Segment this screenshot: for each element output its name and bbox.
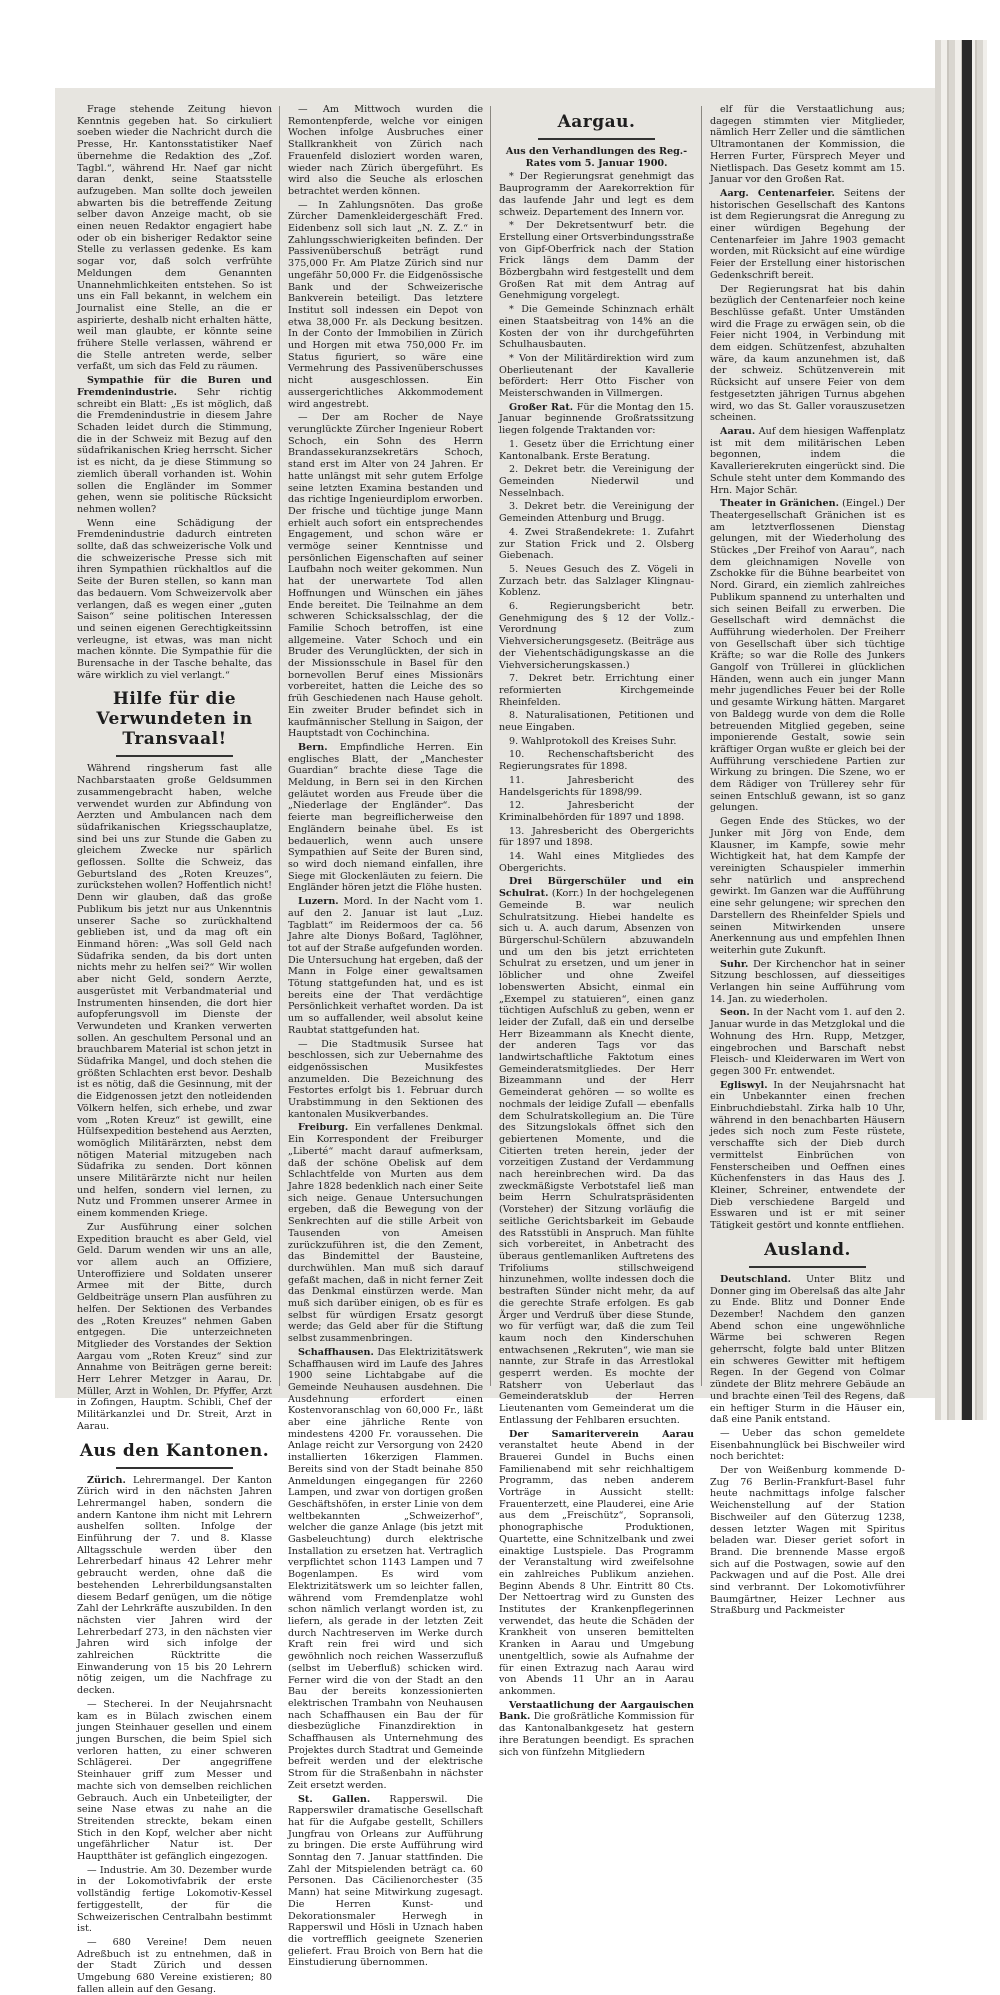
article-paragraph: Während ringsherum fast alle Nachbarstaaten große Geldsummen zusammengebracht haben, welche verwendet wurden zur Abfindung von Aerzten und Ambulancen nach dem südafrikanischen Kriegsschauplatze, sind bei uns zur Stunde die Gaben zu gleichem Zwecke nur spärlich geflossen. Sollte die Schweiz, das Geburtsland des „Roten Kreuzes“, zurückstehen wollen? Hoffentlich nicht! Denn wir glauben, daß das große Publikum bis jetzt nur aus Unkenntnis unserer Sache so zurückhaltend geblieben ist, und da mag oft ein Einmand hören: „Was soll Geld nach Südafrika senden, da bis dort unten nichts mehr zu helfen sei?“ Wir wollen aber nicht Geld, sondern Aerzte, ausgerüstet mit Verbandmaterial und Instrumenten hinsenden, die dort hier aufopferungsvoll im Dienste der Verwundeten und Kranken verwerten sollen. An geschultem Personal und an brauchbarem Material ist schon jetzt in Südafrika Mangel, und doch stehen die größten Schlachten erst bevor. Deshalb ist es nötig, daß die Gesinnung, mit der die Eidgenossen jetzt den notleidenden Völkern helfen, sich erhebe, und zwar vom „Roten Kreuz“ ist gewillt, eine Hülfsexpedition bestehend aus Aerzten, womöglich Militärärzten, nebst dem nötigen Material mitzugeben nach Südafrika zu senden. Dort können unsere Militärärzte nicht nur heilen und helfen, sondern viel lernen, zu Nutz und Frommen unserer Armee in einem kommenden Kriege. (77, 763, 272, 1220)
column-rule (279, 106, 280, 1386)
article-text: Die großrätliche Kommission für das Kantonalbankgesetz hat gestern ihre Beratungen beendigt. Es sprachen sich von fünfzehn Mitgliedern (499, 1711, 694, 1758)
article-keyword: Schaffhausen. (298, 1346, 374, 1358)
article-keyword: Drei Bürgerschüler und ein Schulrat. (499, 876, 694, 900)
article-paragraph: — In Zahlungsnöten. Das große Zürcher Damenkleidergeschäft Fred. Eidenbenz soll sich laut „N. Z. Z.“ in Zahlungsschwierigkeiten befinden. Der Passivenüberschuß beträgt rund 375,000 Fr. Am Platze Zürich sind nur ungefähr 50,000 Fr. die Eidgenössische Bank und der Schweizerische Bankverein beteiligt. Das letztere Institut soll indessen ein Depot von etwa 38,000 Fr. als Deckung besitzen. In der Conto der Immobilien in Zürich und Horgen mit etwa 750,000 Fr. im Status figuriert, so wäre eine Vermehrung des Passivenüberschusses nicht ausgeschlossen. Ein aussergerichtliches Akkommodement wird angestrebt. (288, 199, 483, 410)
article-paragraph (499, 402, 694, 437)
agenda-item: 6. Regierungsbericht betr. Genehmigung des § 12 der Vollz.-Verordnung zum Viehversicherungsgesetz. (Beiträge aus der Viehentschädigungskasse an die Viehversicherungskassen.) (499, 601, 694, 671)
column-4 (710, 104, 905, 1617)
article-paragraph (499, 876, 694, 1426)
article-keyword: Seon. (720, 1007, 750, 1019)
article-text: veranstaltet heute Abend in der Brauerei Gundel in Buchs einen Familienabend mit sehr reichhaltigem Programm, das neben anderem Vorträge in Aussicht stellt: Frauenterzett, eine Plauderei, eine Arie aus dem „Freischütz“, Sopransoli, phonographische Produktionen, Quartette, eine Schnitzelbank und zwei einaktige Lustspiele. Das Programm der Veranstaltung wird zweifelsohne ein zahlreiches Publikum anziehen. Beginn Abends 8 Uhr. Eintritt 80 Cts. Der Nettoertrag wird zu Gunsten des Institutes der Krankenpflegerinnen verwendet, das heute die Schäden der Krankheit von unseren bemittelten Kranken in Aarau und Umgebung unentgeltlich, sowie als Aufnahme der für einen Extrazug nach Aarau wird von Abends 11 Uhr an in Aarau ankommen. (499, 1440, 694, 1697)
article-paragraph: — Stecherei. In der Neujahrsnacht kam es in Bülach zwischen einem jungen Steinhauer gesellen und einem jungen Burschen, die beim Spiel sich verloren hatten, zu einer schweren Schlägerei. Der angegriffene Steinhauer griff zum Messer und machte sich von demselben reichlichen Gebrauch. Auch ein Unbeteiligter, der seine Nase etwas zu nahe an die Streitenden streckte, bekam einen Stich in den Kopf, welcher aber nicht ungefährlicher Natur ist. Der Hauptthäter ist gefänglich eingezogen. (77, 1698, 272, 1863)
article-text: (Korr.) In der hochgelegenen Gemeinde B. war neulich Schulratsitzung. Hiebei handelte es sich u. A. auch darum, Absenzen von Bürgerschul-Schülern abzuwandeln und um den bis jetzt errichteten Schulrat zu ersetzen, und um jener in löblicher und ohne Zweifel lobenswerten Absicht, einmal ein „Exempel zu statuieren“, einen ganz tüchtigen Aufschluß zu geben, wenn er leider der Zufall, daß ein und derselbe Herr Bizeammann als Knecht diente, der anderen Tags vor das landwirtschaftliche Faktotum eines Gemeinderatsmitgliedes. Der Herr Bizeammann und der Herr Gemeinderat gehören — so wollte es nochmals der leidige Zufall — ebenfalls dem Schulratskollegium an. Die Türe des Sitzungslokals öffnet sich den gebiertenen Momente, und die Citierten treten herein, jeder der vorzeitigen Zustand der Verdammung nach hereinbrechen wird. Da das zweckmäßigste Verbotstafel ließ man beim Herrn Schulratspräsidenten (Vorsteher) der Sitzung vorläufig die seitliche Gerichtsbarkeit im Gebaude des Ratsstübli in Anspruch. Man fühlte sich vorbereitet, in Anbetracht des überaus gentlemanliken Auftretens des Trifoliums stillschweigend hinzunehmen, wollte indessen doch die bestraften Sünder nicht mehr, da auf die gerechte Strafe erfolgen. Es gab Ärger und Verdruß über diese Stunde, wo für verfügt war, daß die zum Teil kaum noch den Kinderschuhen entwachsenen „Rekruten“, wie man sie nannte, zur Strafe in das Arrestlokal gesperrt werden. Es mochte der Ratsherr von Ueberlaut das Gemeinderatsklub der Herren Lieutenanten vom Gemeinderat um die Entlassung der Fehlbaren ersuchten. (499, 888, 694, 1426)
article-keyword: Großer Rat. (509, 401, 574, 413)
article-keyword: Sympathie für die Buren und Fremdenindustrie. (77, 375, 272, 398)
article-paragraph: — Industrie. Am 30. Dezember wurde in der Lokomotivfabrik der erste vollständig fertige Lokomotiv-Kessel fertiggestellt, der für die Schweizerischen Centralbahn bestimmt ist. (77, 1864, 272, 1935)
article-paragraph: — Der am Rocher de Naye verunglückte Zürcher Ingenieur Robert Schoch, ein Sohn des Herrn Brandassekuranzsekretärs Schoch, stand erst im Alter von 24 Jahren. Er hatte unlängst mit sehr gutem Erfolge seine letzten Examina bestanden und das richtige Ingenieurdiplom erworben. Der frische und tüchtige junge Mann erhielt auch sofort ein entsprechendes Engagement, und schon wäre er vermöge seiner Kenntnisse und persönlichen Eigenschaften auf seiner Laufbahn noch weiter gekommen. Nun hat der unerwartete Tod allen Hoffnungen und Wünschen ein jähes Ende bereitet. Die Teilnahme an dem schweren Schicksalsschlag, der die Familie Schoch betroffen, ist eine allgemeine. Vater Schoch und ein Bruder des Verunglückten, der sich in der Missionsschule in Basel für den bornevollen Beruf eines Missionärs vorbereitet, hatten die Leiche des so früh Geschiedenen nach Hause geholt. Ein zweiter Bruder befindet sich in kaufmännischer Stellung in Saigon, der Hauptstadt von Cochinchina. (288, 412, 483, 740)
article-text: Ein verfallenes Denkmal. Ein Korrespondent der Freiburger „Liberté“ macht darauf aufmerksam, daß der schöne Obelisk auf dem Schlachtfelde von Murten aus dem Jahre 1828 bedenklich nach einer Seite sich neige. Genaue Untersuchungen ergeben, daß die Bewegung von der Senkrechten auf die stille Arbeit von Tausenden von Ameisen zurückzuführen ist, die den Zement, das Bindemittel der Bausteine, durchwühlen. Man muß sich darauf gefaßt machen, daß in nicht ferner Zeit das Denkmal einstürzen werde. Man muß sich darüber einigen, ob es für es selbst für würdigen Ersatz gesorgt werde; das Geld aber für die Stiftung selbst zusammenbringen. (288, 1122, 483, 1345)
article-paragraph: Frage stehende Zeitung hievon Kenntnis gegeben hat. So cirkuliert soeben wieder die Nachricht durch die Presse, Hr. Kantonsstatistiker Naef übernehme die Redaktion des „Zof. Tagbl.“, während Hr. Naef gar nicht daran denkt, seine Staatsstelle aufzugeben. Man sollte doch jeweilen abwarten bis die betreffende Zeitung selber davon Anzeige macht, ob sie einen neuen Redaktor engagiert habe oder ob ein bisheriger Redaktor seine Stelle zu verlassen gedenke. Es kam sogar vor, daß solch verfrühte Meldungen dem Genannten Unannehmlichkeiten entstehen. So ist uns ein Fall bekannt, in welchem ein Journalist eine Stelle, an die er aspirierte, deshalb nicht erhalten hätte, weil man glaubte, er könnte seine frühere Stelle verlassen, während er die Stelle antreten werde, selber verfaßt, um sich das Feld zu räumen. (77, 104, 272, 373)
column-rule (701, 106, 702, 1386)
article-paragraph: elf für die Verstaatlichung aus; dagegen stimmten vier Mitglieder, nämlich Herr Zeller und die sämtlichen Ultramontanen der Kommission, die Herren Furter, Fürsprech Meyer und Nietlispach. Das Gesetz kommt am 15. Januar vor den Großen Rat. (710, 104, 905, 186)
agenda-item: 1. Gesetz über die Errichtung einer Kantonalbank. Erste Beratung. (499, 438, 694, 462)
page-edge-shadow (935, 40, 987, 1420)
article-paragraph: * Von der Militärdirektion wird zum Oberlieutenant der Kavallerie befördert: Herr Otto Fischer von Meisterschwanden in Villmergen. (499, 352, 694, 400)
agenda-item: 14. Wahl eines Mitgliedes des Obergerichts. (499, 851, 694, 874)
article-keyword: St. Gallen. (298, 1793, 371, 1805)
article-paragraph: * Der Dekretsentwurf betr. die Erstellung einer Ortsverbindungsstraße von Gipf-Oberfrick nach der Station Frick längs dem Damm der Bözbergbahn wird festgestellt und dem Großen Rat mit dem Antrag auf Genehmigung vorgelegt. (499, 220, 695, 302)
article-paragraph: — Am Mittwoch wurden die Remontenpferde, welche vor einigen Wochen infolge Ausbruches einer Stallkrankheit von Zürich nach Frauenfeld disloziert worden waren, wieder nach Zürich übergeführt. Es wird also die Seuche als erloschen betrachtet werden können. (288, 104, 483, 197)
article-keyword: Aarau. (720, 425, 756, 437)
section-heading: Aargau. (557, 112, 636, 132)
article-keyword: Deutschland. (720, 1273, 791, 1285)
agenda-item: 13. Jahresbericht des Obergerichts für 1897 und 1898. (499, 825, 694, 849)
agenda-item: 12. Jahresbericht der Kriminalbehörden für 1897 und 1898. (499, 800, 694, 823)
article-paragraph (499, 1700, 694, 1759)
article-paragraph (710, 1080, 905, 1232)
article-paragraph (710, 426, 905, 496)
column-2 (288, 104, 483, 1969)
article-text: Rapperswil. Die Rapperswiler dramatische Gesellschaft hat für die Aufgabe gestellt, Schillers Jungfrau von Orleans zur Aufführung zu bringen. Die erste Aufführung wird Sonntag den 7. Januar stattfinden. Die Zahl der Mitspielenden beträgt ca. 60 Personen. Das Cäcilienorchester (35 Mann) hat seine Mitwirkung zugesagt. Die Herren Kunst- und Dekorationsmaler Herwegh in Rapperswil und Hösli in Uznach haben die vortrefflich geeignete Szenerien geliefert. Frau Broich von Bern hat die Einstudierung übernommen. (288, 1793, 483, 1969)
article-paragraph: * Der Regierungsrat genehmigt das Bauprogramm der Aarekorrektion für das laufende Jahr und legt es dem schweiz. Departement des Innern vor. (499, 171, 694, 218)
column-rule (490, 106, 491, 1386)
agenda-item: 2. Dekret betr. die Vereinigung der Gemeinden Niederwil und Nesselnbach. (499, 464, 694, 499)
article-paragraph (288, 742, 483, 894)
page-edge-dark (962, 40, 972, 1420)
article-text: Empfindliche Herren. Ein englisches Blatt, der „Manchester Guardian“ brachte diese Tage die Meldung, in Bern sei in den Kirchen geläutet worden aus Freude über die „Niederlage der Engländer“. Das feierte man begreiflicherweise den Engländern beinahe übel. Es ist bedauerlich, wenn auch unsere Sympathien auf Seite der Buren sind, so wird doch niemand einfallen, ihre Siege mit Glockenläuten zu feiern. Die Engländer hören jetzt die Flöhe husten. (288, 741, 483, 894)
article-text: In der Neujahrsnacht hat ein Unbekannter einen frechen Einbruchdiebstahl. Zirka halb 10 Uhr, während in den benachbarten Häusern jedes sich noch zum Feste rüstete, verschaffte sich der Dieb durch vermittelst Einbrüchen von Fensterscheiben und Oeffnen eines Küchenfensters in das Haus des J. Kleiner, Schreiner, entwendete der Dieb verschiedene Bargeld und Esswaren und ist er mit seiner Tätigkeit gestört und konnte entfliehen. (710, 1079, 905, 1232)
article-paragraph (77, 1475, 272, 1697)
heading-rule (538, 138, 655, 140)
heading-rule (116, 1467, 233, 1469)
article-paragraph: * Die Gemeinde Schinznach erhält einen Staatsbeitrag von 14% an die Kosten der von ihr durchgeführten Schulhausbauten. (499, 304, 694, 351)
article-text: In der Nacht vom 1. auf den 2. Januar wurde in das Metzglokal und die Wohnung des Hrn. Rupp, Metzger, eingebrochen und Barschaft nebst Fleisch- und Kleiderwaren im Wert von gegen 300 Fr. entwendet. (710, 1007, 905, 1077)
article-paragraph (77, 375, 272, 515)
section-heading: Ausland. (764, 1239, 851, 1260)
article-paragraph (710, 1007, 905, 1077)
section-heading: Hilfe für die Verwundeten in Transvaal! (96, 689, 253, 750)
article-text: Lehrermangel. Der Kanton Zürich wird in den nächsten Jahren Lehrermangel haben, sondern die andern Kantone ihm nicht mit Lehrern aushelfen sollten. Infolge der Einführung der 7. und 8. Klasse Alltagsschule werden über den Lehrerbedarf hinaus 42 Lehrer mehr gebraucht werden, ohne daß die bestehenden Lehrerbildungsanstalten diesem Bedarf genügen, um die nötige Zahl der Lehrkräfte auszubilden. In den nächsten vier Jahren wird der Lehrerbedarf 273, in den nächsten vier Jahren wird sich infolge der zahlreichen Rücktritte die Einwanderung von 15 bis 20 Lehrern nötig zeigen, um die Nachfrage zu decken. (77, 1474, 272, 1697)
article-text: Seitens der historischen Gesellschaft des Kantons ist dem Regierungsrat die Anregung zu einer würdigen Begehung der Centenarfeier im Jahre 1903 gemacht worden, mit Rücksicht auf eine würdige Feier der Erstellung einer historischen Gedenkschrift bereit. (710, 187, 905, 281)
article-paragraph: Gegen Ende des Stückes, wo der Junker mit Jörg von Ende, dem Klausner, im Kampfe, sowie mehr Wichtigkeit hat, hat dem Kampfe der vereinigten Schauspieler immerhin sehr natürlich und ansprechend gewirkt. Im Ganzen war die Aufführung eine sehr gelungene; wir sprechen den Darstellern des Rheinfelder Spiels und seinen Mitwirkenden unsere Anerkennung aus und empfehlen Ihnen weiterhin gute Zukunft. (710, 816, 905, 956)
article-keyword: Zürich. (87, 1474, 126, 1486)
article-keyword: Luzern. (298, 896, 339, 908)
agenda-item: 5. Neues Gesuch des Z. Vögeli in Zurzach betr. das Salzlager Klingnau-Koblenz. (499, 563, 694, 599)
article-paragraph (288, 1347, 483, 1792)
article-paragraph: Der von Weißenburg kommende D-Zug 76 Berlin-Frankfurt-Basel fuhr heute nachmittags infolge falscher Weichenstellung auf der Station Bischweiler auf den Güterzug 1238, dessen letzter Wagen mit Spiritus beladen war. Dieser geriet sofort in Brand. Die brennende Masse ergoß sich auf die Postwagen, sowie auf den Packwagen und auf die Post. Alle drei sind verbrannt. Der Lokomotivführer Baumgärtner, Heizer Lechner aus Straßburg und Packmeister (710, 1465, 905, 1617)
article-paragraph: Der Regierungsrat hat bis dahin bezüglich der Centenarfeier noch keine Beschlüsse gefaßt. Unter Umständen wird die Frage zu erwägen sein, ob die Feier nicht 1904, in Verbindung mit dem eidgen. Schützenfest, abzuhalten wäre, da kaum anzunehmen ist, daß der schweiz. Schützenverein mit Rücksicht auf unsere Feier von dem festgesetzten jährigen Turnus abgehen wird, wo das St. Galler vorauszusetzen scheinen. (710, 283, 905, 424)
article-paragraph: — Die Stadtmusik Sursee hat beschlossen, sich zur Uebernahme des eidgenössischen Musikfestes anzumelden. Die Bezeichnung des Festortes erfolgt bis 1. Februar durch Urabstimmung in den Sektionen des kantonalen Musikverbandes. (288, 1038, 483, 1120)
section-heading: Aus den Kantonen. (79, 1440, 270, 1461)
article-paragraph (710, 188, 905, 282)
column-3 (499, 104, 695, 1758)
article-keyword: Theater in Gränichen. (720, 498, 839, 510)
article-paragraph (710, 959, 905, 1006)
article-paragraph: Zur Ausführung einer solchen Expedition braucht es aber Geld, viel Geld. Darum wenden wir uns an alle, vor allem auch an Offiziere, Unteroffiziere und Soldaten unserer Armee mit der Bitte, durch Geldbeiträge unsern Plan ausführen zu helfen. Der Sektionen des Verbandes des „Roten Kreuzes“ nehmen Gaben entgegen. Die unterzeichneten Mitglieder des Vorstandes der Sektion Aargau vom „Roten Kreuz“ sind zur Annahme von Beiträgen gerne bereit: Herr Lehrer Metzger in Aarau, Dr. Müller, Arzt in Wohlen, Dr. Pfyffer, Arzt in Zofingen, Hauptm. Schibli, Chef der Militärkanzlei und Dr. Streit, Arzt in Aarau. (77, 1221, 272, 1432)
column-1 (77, 104, 272, 1995)
article-paragraph: Wenn eine Schädigung der Fremdenindustrie dadurch eintreten sollte, daß das schweizerische Volk und die schweizerische Presse sich mit ihren Sympathien rückhaltlos auf die Seite der Buren stellen, so kann man das bedauern. Vom Schweizervolk aber verlangen, daß es wegen einer „guten Saison“ seine politischen Interessen und seinen eigenen Gerechtigkeitssinn verleugne, ist etwas, was man nicht machen könnte. Die Sympathie für die Burensache in der Tasche behalte, das wäre wirklich zu viel verlangt.“ (77, 517, 272, 681)
article-paragraph (710, 498, 905, 814)
agenda-item: 7. Dekret betr. Errichtung einer reformierten Kirchgemeinde Rheinfelden. (499, 673, 694, 708)
article-paragraph: — 680 Vereine! Dem neuen Adreßbuch ist zu entnehmen, daß in der Stadt Zürich und dessen Umgebung 680 Vereine existieren; 80 fallen allein auf den Gesang. (77, 1936, 272, 1995)
article-paragraph (288, 1794, 483, 1970)
article-keyword: Der Samariterverein Aarau (509, 1428, 694, 1440)
article-text: Mord. In der Nacht vom 1. auf den 2. Januar ist laut „Luz. Tagblatt“ im Reidermoos der ca. 56 Jahre alte Dionys Boßard, Taglöhner, tot auf der Straße aufgefunden worden. Die Untersuchung hat ergeben, daß der Mann in Folge einer gewaltsamen Tötung stattgefunden hat, und es ist bereits eine der That verdächtige Persönlichkeit verhaftet worden. Da ist um so auffallender, weil absolut keine Raubtat stattgefunden hat. (288, 896, 483, 1036)
subheading: Aus den Verhandlungen des Reg.-Rates vom 5. Januar 1900. (505, 146, 688, 169)
article-text: Unter Blitz und Donner ging im Oberelsaß das alte Jahr zu Ende. Blitz und Donner Ende Dezember! Nachdem den ganzen Abend schon eine ungewöhnliche Wärme bei schweren Regen geherrscht, folgte bald unter Blitzen ein schweres Gewitter mit heftigem Regen. In der Gegend von Colmar zündete der Blitz mehrere Gebäude an und brachte einen Teil des Regens, daß ein heftiger Sturm in die Häuser ein, daß eine Panik entstand. (710, 1273, 905, 1426)
newspaper-page (55, 88, 935, 1995)
article-keyword: Freiburg. (298, 1122, 349, 1134)
article-text: Auf dem hiesigen Waffenplatz ist mit dem militärischen Leben begonnen, indem die Kavallerierekruten eingerückt sind. Die Schule steht unter dem Kommando des Hrn. Major Schär. (710, 425, 905, 496)
article-paragraph (499, 1429, 694, 1698)
agenda-item: 11. Jahresbericht des Handelsgerichts für 1898/99. (499, 774, 694, 798)
article-paragraph (710, 1274, 905, 1426)
article-text: Für die Montag den 15. Januar beginnende Großratssitzung liegen folgende Traktanden vor: (499, 401, 694, 437)
article-paragraph: — Ueber das schon gemeldete Eisenbahnunglück bei Bischweiler wird noch berichtet: (710, 1427, 905, 1463)
article-paragraph (288, 1122, 483, 1344)
agenda-item: 9. Wahlprotokoll des Kreises Suhr. (509, 735, 677, 747)
agenda-item: 3. Dekret betr. die Vereinigung der Gemeinden Attenburg und Brugg. (499, 501, 694, 525)
agenda-item: 4. Zwei Straßendekrete: 1. Zufahrt zur Station Frick und 2. Olsberg Giebenach. (499, 526, 694, 562)
agenda-item: 10. Rechenschaftsbericht des Regierungsrates für 1898. (499, 749, 694, 773)
article-keyword: Verstaatlichung der Aargauischen Bank. (499, 1699, 694, 1723)
article-paragraph (288, 896, 483, 1036)
article-text: (Eingel.) Der Theatergesellschaft Gränichen ist es am letztverflossenen Dienstag gelungen, mit der Wiederholung des Stückes „Der Freihof von Aarau“, nach dem gleichnamigen Novelle von Zschokke für die Bühne bearbeitet von Nord. Girard, ein ziemlich zahlreiches Publikum spannend zu unterhalten und sich seinen Beifall zu erwerben. Die Gesellschaft wird demnächst die Aufführung wiederholen. Der Freiherr von Gesellschaft über sich tüchtige Kräfte; so war die Rolle des Junkers Gangolf von Trüllerei in glücklichen Händen, wenn auch ein junger Mann mehr jugendliches Feuer bei der Rolle und gesamte Wirkung hätten. Margaret von Baldegg wurde von dem die Rolle betreuenden Mitglied gegeben, seine imponierende Gestalt, sowie sein kräftiger Organ wußte er gleich bei der Aufführung verschiedene Partien zur Wirkung zu bringen. Die Szene, wo er dem Rädiger von Trüllerey sehr für seinen Entschluß gewann, ist so ganz gelungen. (710, 498, 905, 814)
heading-rule (116, 755, 233, 757)
article-text: Sehr richtig schreibt ein Blatt: „Es ist möglich, daß die Fremdenindustrie in diesem Jahre Schaden leidet durch die Stimmung, die in der Schweiz mit Bezug auf den südafrikanischen Krieg herrscht. Sicher ist es nicht, da je diese Stimmung so ziemlich überall vorhanden ist. Wohin sollen die Engländer im Sommer gehen, wenn sie politische Rücksicht nehmen wollen? (77, 386, 272, 515)
article-keyword: Bern. (298, 741, 328, 753)
heading-rule (749, 1266, 866, 1268)
article-keyword: Suhr. (720, 958, 749, 970)
article-text: Das Elektrizitätswerk Schaffhausen wird im Laufe des Jahres 1900 seine Lichtabgabe auf die Gemeinde Neuhausen ausdehnen. Die Ausdehnung erfordert einen Kostenvoranschlag von 60,000 Fr., läßt aber eine jährliche Rente von mindestens 4200 Fr. voraussehen. Die Anlage reicht zur Versorgung von 2420 installierten 16kerzigen Flammen. Bereits sind von der Stadt beinahe 850 Anmeldungen eingegangen für 2260 Lampen, und zwar von dortigen großen Geschäftshöfen, in erster Linie von dem weltbekannten „Schweizerhof“, welcher die ganze Anlage (bis jetzt mit Gasbeleuchtung) durch elektrische Installation zu ersetzen hat. Vertraglich verpflichtet schon 1143 Lampen und 7 Bogenlampen. Es wird vom Elektrizitätswerk um so leichter fallen, während vom Fremdenplatze wohl schon nämlich verlangt worden ist, zu liefern, als gerade in der letzten Zeit durch Nachtreserven im Werke durch Kraft rein frei wird und sich gewöhnlich noch reichen Wasserzufluß (selbst im Ueberfluß) schicken wird. Ferner wird die von der Stadt an den Bau der bereits konzessionierten elektrischen Trambahn von Neuhausen nach Schaffhausen ein Bau der für diesbezügliche Finanzdirektion in Schaffhausen als Unternehmung des Projektes durch Stadtrat und Gemeinde befreit werden und der elektrische Strom für die Straßenbahn in nächster Zeit ersetzt werden. (288, 1346, 483, 1791)
article-keyword: Egliswyl. (720, 1079, 768, 1091)
agenda-item: 8. Naturalisationen, Petitionen und neue Eingaben. (499, 710, 694, 734)
article-text: Der Kirchenchor hat in seiner Sitzung beschlossen, auf diesseitiges Verlangen hin seine Aufführung vom 14. Jan. zu wiederholen. (710, 958, 905, 1005)
article-keyword: Aarg. Centenarfeier. (720, 187, 835, 199)
